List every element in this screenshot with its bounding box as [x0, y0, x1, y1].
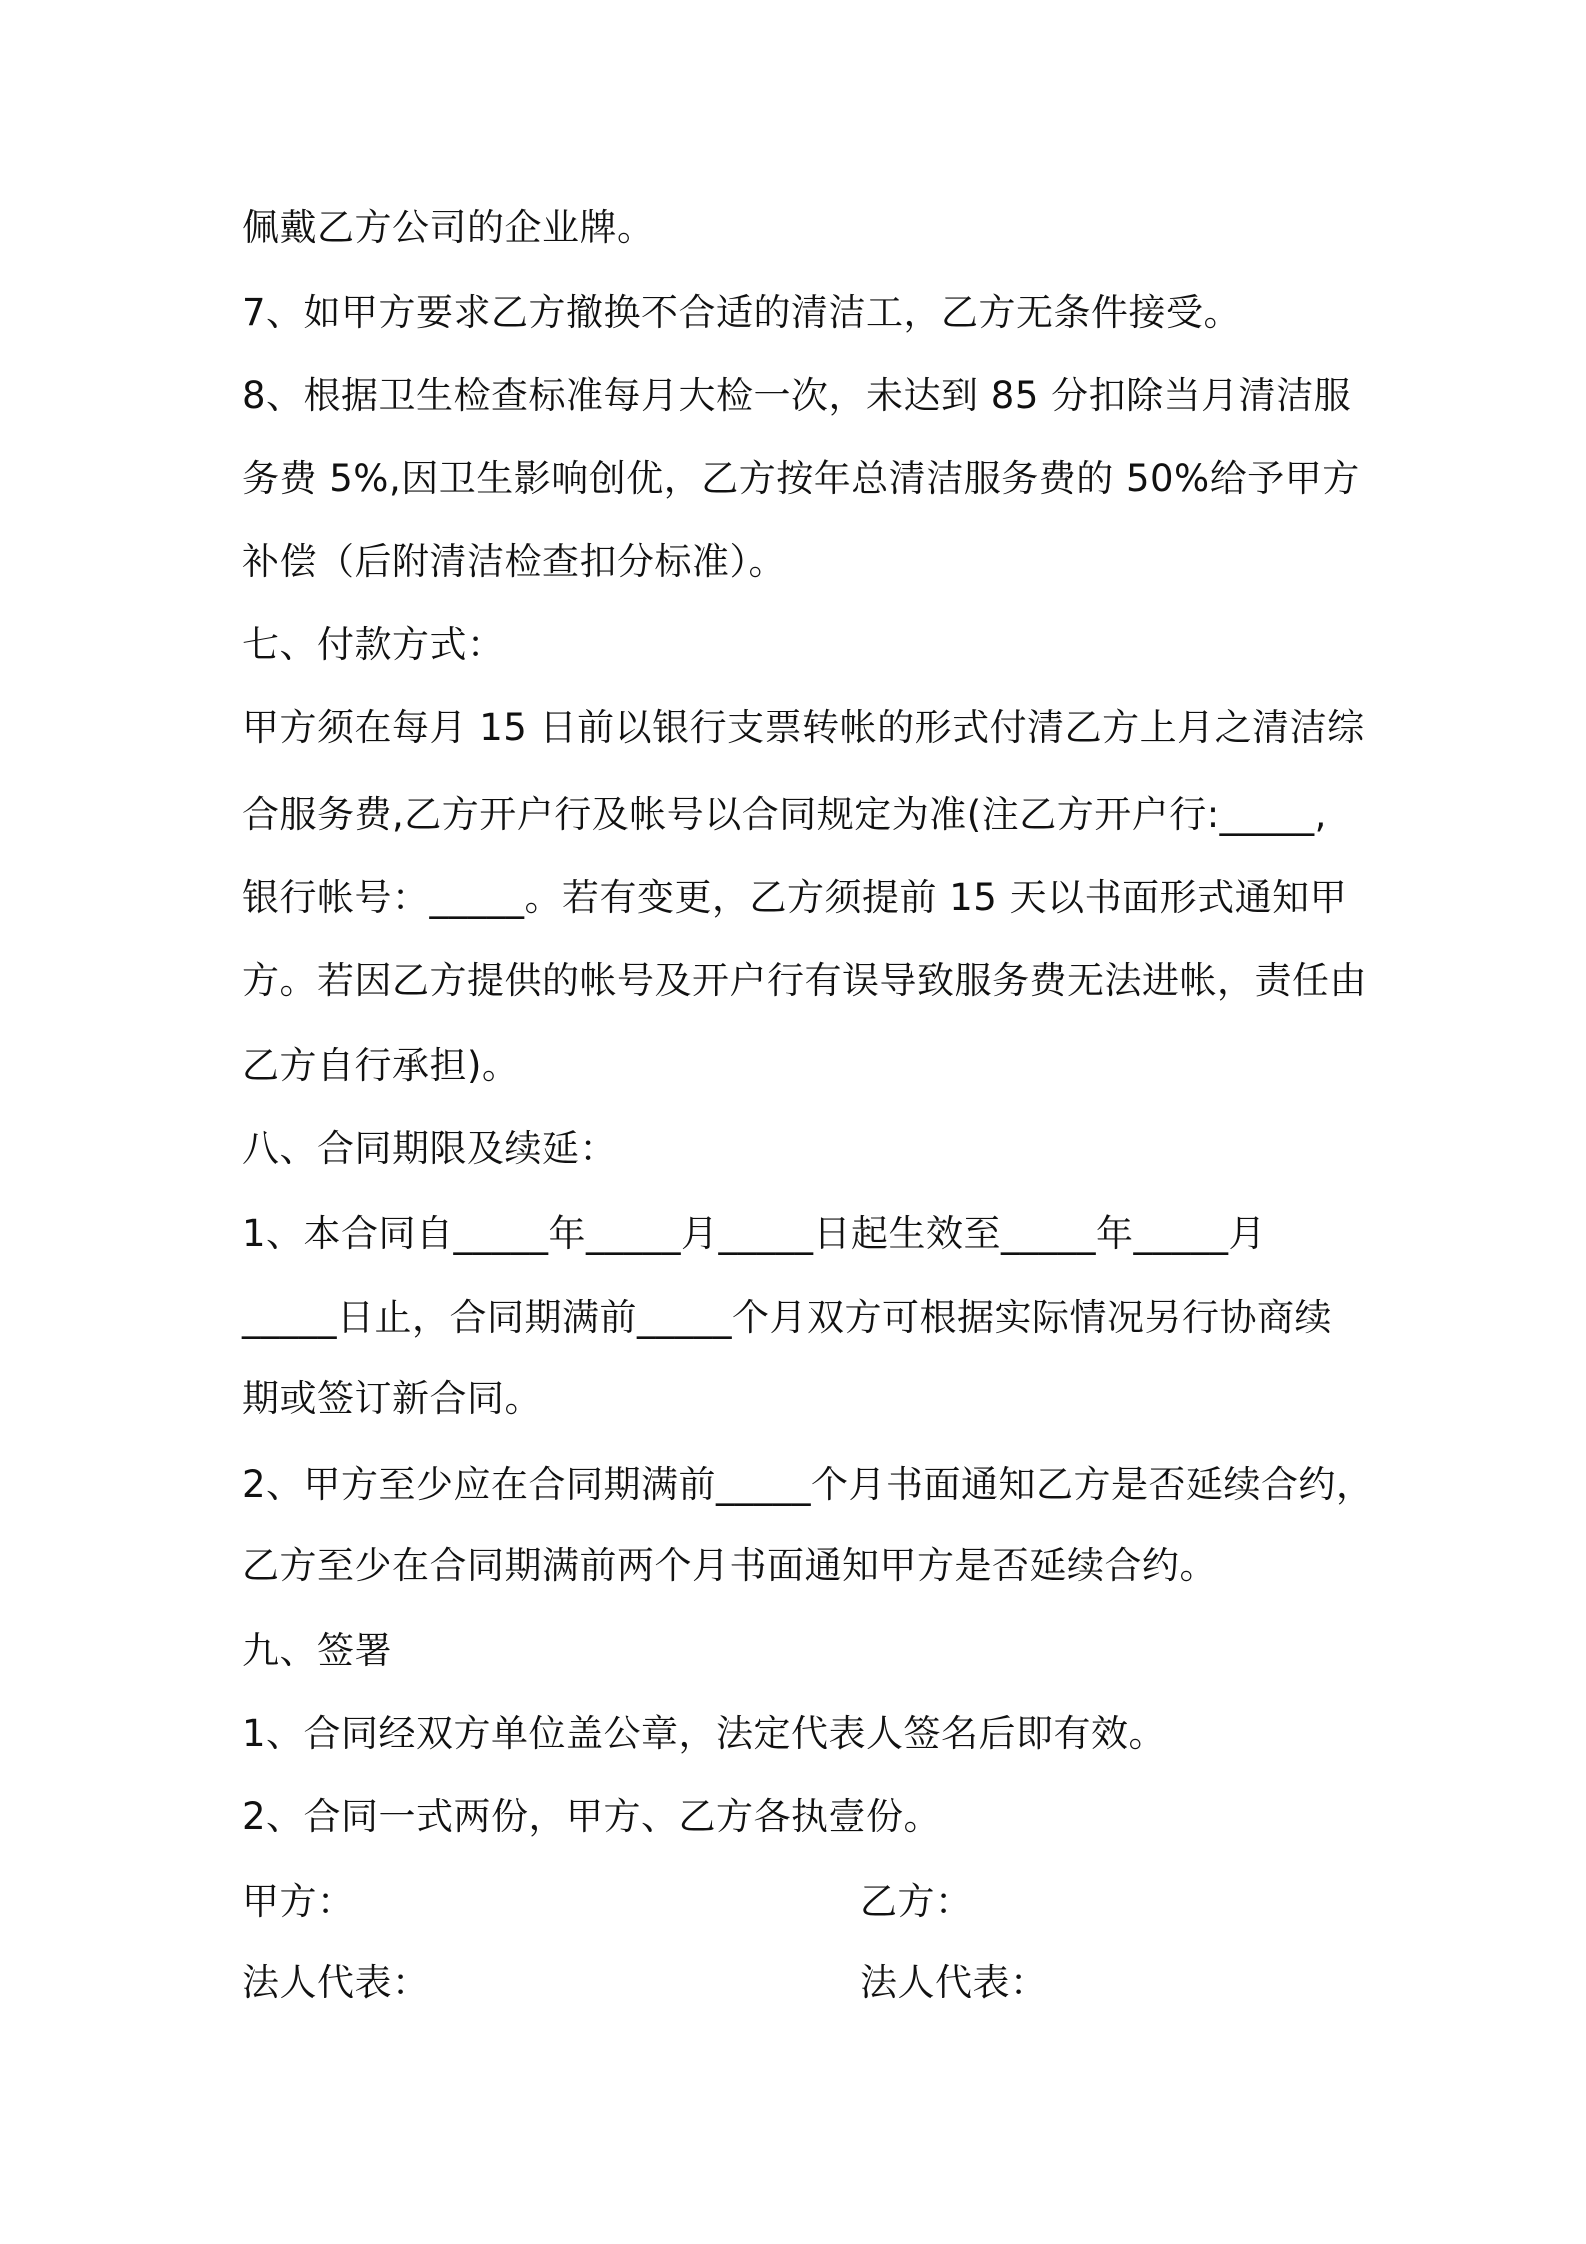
- party-b-label: 乙方：: [860, 1880, 973, 1923]
- section-8-heading: 八、合同期限及续延：: [242, 1127, 617, 1170]
- party-a-label: 甲方：: [242, 1880, 355, 1923]
- payment-line-2: 合服务费,乙方开户行及帐号以合同规定为准(注乙方开户行:_____,: [242, 793, 1327, 836]
- term-clause-2-line-2: 乙方至少在合同期满前两个月书面通知甲方是否延续合约。: [242, 1544, 1217, 1587]
- term-clause-2-line-1: 2、甲方至少应在合同期满前_____个月书面通知乙方是否延续合约，: [242, 1463, 1374, 1506]
- party-b-representative-label: 法人代表：: [860, 1961, 1048, 2004]
- section-7-heading: 七、付款方式：: [242, 623, 505, 666]
- clause-8-line-2: 务费 5%,因卫生影响创优，乙方按年总清洁服务费的 50%给予甲方: [242, 457, 1360, 500]
- payment-line-1: 甲方须在每月 15 日前以银行支票转帐的形式付清乙方上月之清洁综: [242, 706, 1365, 749]
- signing-clause-2: 2、合同一式两份，甲方、乙方各执壹份。: [242, 1795, 942, 1838]
- clause-7: 7、如甲方要求乙方撤换不合适的清洁工，乙方无条件接受。: [242, 291, 1242, 334]
- payment-line-4: 方。若因乙方提供的帐号及开户行有误导致服务费无法进帐，责任由: [242, 959, 1367, 1002]
- section-9-heading: 九、签署: [242, 1629, 392, 1672]
- clause-8-line-1: 8、根据卫生检查标准每月大检一次，未达到 85 分扣除当月清洁服: [242, 374, 1352, 417]
- text-line-1: 佩戴乙方公司的企业牌。: [242, 206, 655, 249]
- term-clause-1-line-1: 1、本合同自_____年_____月_____日起生效至_____年_____月: [242, 1212, 1267, 1255]
- term-clause-1-line-2: _____日止，合同期满前_____个月双方可根据实际情况另行协商续: [242, 1296, 1332, 1339]
- term-clause-1-line-3: 期或签订新合同。: [242, 1377, 542, 1420]
- signing-clause-1: 1、合同经双方单位盖公章，法定代表人签名后即有效。: [242, 1712, 1167, 1755]
- clause-8-line-3: 补偿（后附清洁检查扣分标准）。: [242, 540, 786, 583]
- payment-line-3: 银行帐号：_____。若有变更，乙方须提前 15 天以书面形式通知甲: [242, 876, 1348, 919]
- party-a-representative-label: 法人代表：: [242, 1961, 430, 2004]
- payment-line-5: 乙方自行承担)。: [242, 1044, 520, 1087]
